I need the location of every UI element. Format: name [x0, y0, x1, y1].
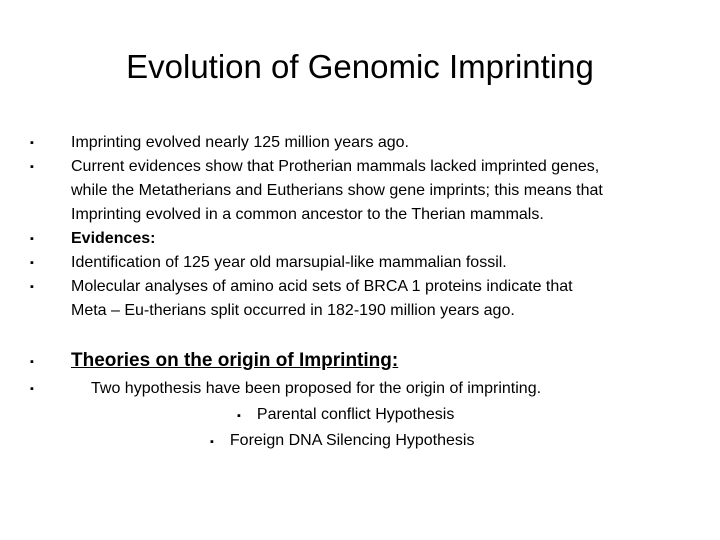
- hypothesis-label: Parental conflict Hypothesis: [256, 406, 455, 423]
- point-current-evidences-line-1: Current evidences show that Protherian mammals lacked imprinted genes,: [71, 158, 600, 175]
- bullet-icon: ▪: [30, 161, 34, 173]
- point-current-evidences-line-2: while the Metatherians and Eutherians show gene imprints; this means that: [71, 182, 603, 199]
- point-evidences-label: Evidences:: [71, 230, 156, 247]
- bullet-icon: ▪: [30, 233, 34, 245]
- hypothesis-label: Foreign DNA Silencing Hypothesis: [229, 432, 475, 449]
- point-imprinting-age: Imprinting evolved nearly 125 million years ago.: [71, 134, 409, 151]
- point-brca1-line-1: Molecular analyses of amino acid sets of BRCA 1 proteins indicate that: [71, 278, 573, 295]
- bullet-icon: ▪: [30, 356, 34, 368]
- bullet-icon: ▪: [30, 257, 34, 269]
- slide-title: Evolution of Genomic Imprinting: [126, 48, 594, 85]
- theories-intro: Two hypothesis have been proposed for the origin of imprinting.: [91, 380, 542, 397]
- theories-heading: Theories on the origin of Imprinting:: [71, 350, 399, 371]
- sub-bullet-icon: ▪: [237, 410, 241, 422]
- point-brca1-line-2: Meta – Eu-therians split occurred in 182-190 million years ago.: [71, 302, 515, 319]
- point-fossil: Identification of 125 year old marsupial-like mammalian fossil.: [71, 254, 507, 271]
- bullet-icon: ▪: [30, 281, 34, 293]
- sub-bullet-icon: ▪: [210, 436, 214, 448]
- hypothesis-item: [210, 429, 474, 454]
- hypothesis-item: [237, 403, 454, 428]
- point-current-evidences-line-3: Imprinting evolved in a common ancestor to the Therian mammals.: [71, 206, 544, 223]
- bullet-icon: ▪: [30, 137, 34, 149]
- bullet-icon: ▪: [30, 383, 34, 395]
